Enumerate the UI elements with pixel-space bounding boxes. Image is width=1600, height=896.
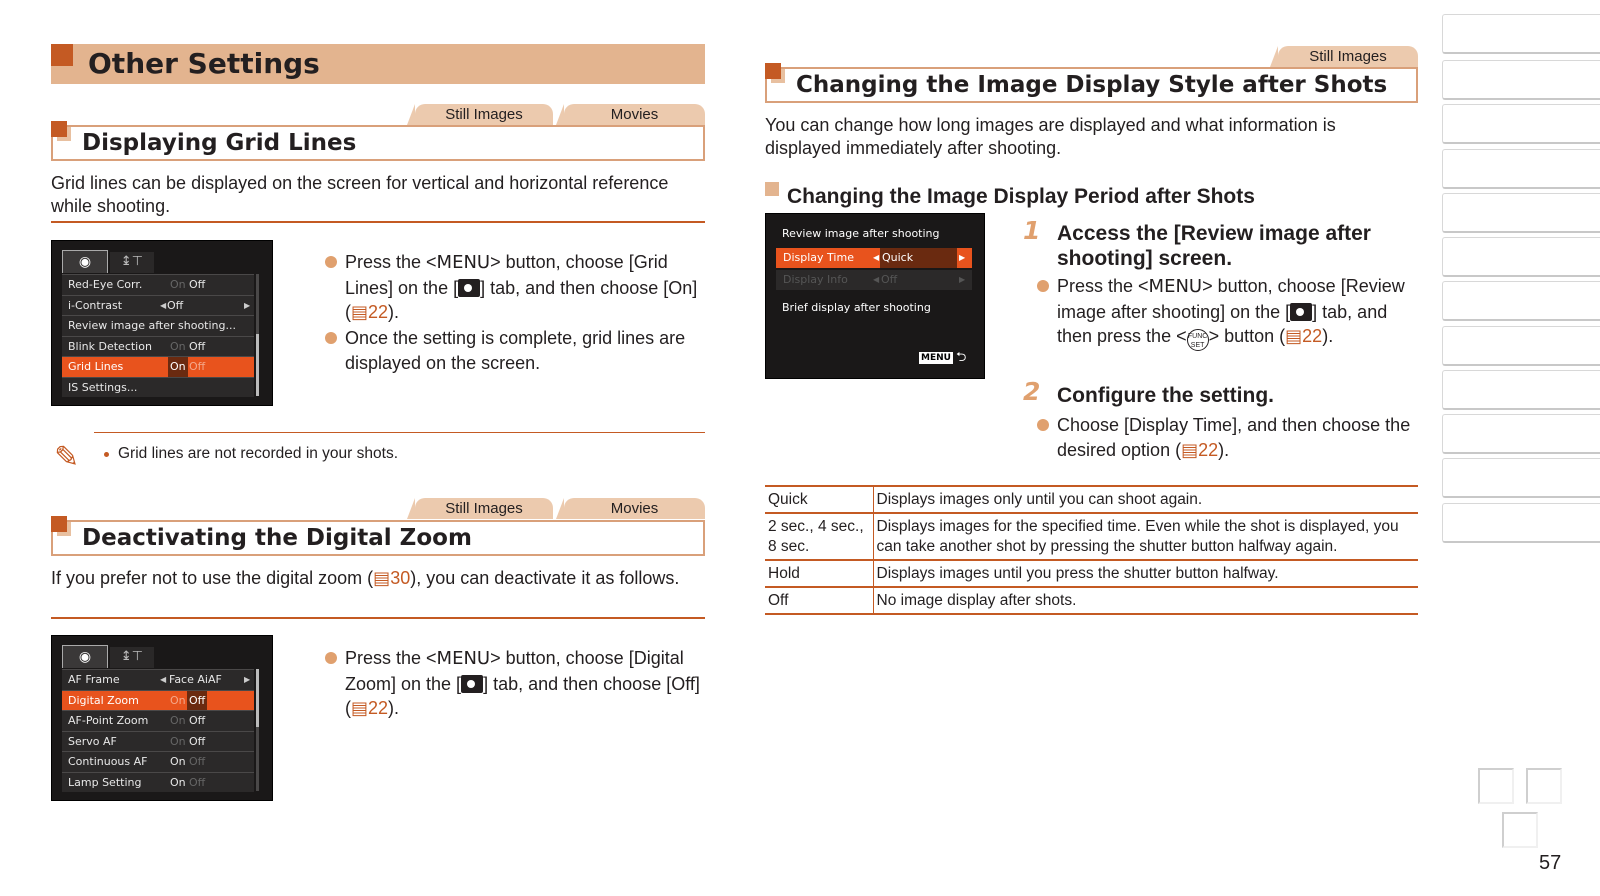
nav-tab[interactable] xyxy=(1442,237,1600,277)
menu-row: AF Frame ◀ Face AiAF ▶ xyxy=(62,669,254,690)
back-button[interactable] xyxy=(1502,812,1538,848)
book-icon: ▤ xyxy=(351,698,369,718)
next-page-button[interactable] xyxy=(1526,768,1562,804)
prev-page-button[interactable] xyxy=(1478,768,1514,804)
step-number-1: 1 xyxy=(1023,216,1041,245)
menu-row: Red-Eye Corr. On Off xyxy=(62,274,254,295)
table-row: Off No image display after shots. xyxy=(765,587,1418,614)
step2-bullet: Choose [Display Time], and then choose the desired option (▤22). xyxy=(1037,413,1422,462)
screen-description: Brief display after shooting xyxy=(782,301,931,314)
nav-tab[interactable] xyxy=(1442,503,1600,543)
book-icon: ▤ xyxy=(351,302,369,322)
menu-row: Review image after shooting... xyxy=(62,315,254,336)
heading-marker xyxy=(765,63,781,79)
nav-tab[interactable] xyxy=(1442,326,1600,366)
func-set-icon: FUNC SET xyxy=(1187,329,1209,351)
tab-still-images: Still Images xyxy=(415,498,553,519)
menu-row: Blink Detection On Off xyxy=(62,336,254,357)
page-number: 57 xyxy=(1539,852,1562,874)
table-row: 2 sec., 4 sec., 8 sec. Displays images for the specified time. Even while the shot is displayed, you can take another shot by pressing the shutter button halfway again. xyxy=(765,513,1418,560)
table-row: Hold Displays images until you press the shutter button halfway. xyxy=(765,560,1418,587)
book-icon: ▤ xyxy=(1285,326,1303,346)
tab-movies: Movies xyxy=(564,498,705,519)
nav-tab[interactable] xyxy=(1442,14,1600,54)
section-heading-display-style xyxy=(765,67,1418,103)
section-title: Deactivating the Digital Zoom xyxy=(82,525,472,551)
zoom-bullet: Press the <MENU> button, choose [Digital Zoom] on the [ ] tab, and then choose [Off] (▤22). xyxy=(325,646,705,721)
menu-button-indicator: MENU xyxy=(921,353,951,363)
scrollbar xyxy=(256,274,259,396)
menu-row-selected: Display Time ◀ Quick ▶ xyxy=(776,248,972,268)
divider xyxy=(51,221,705,223)
menu-row: AF-Point Zoom On Off xyxy=(62,710,254,731)
camera-tab-icon: ◉ xyxy=(62,250,108,273)
section-heading-digital-zoom xyxy=(51,520,705,556)
options-table xyxy=(765,485,1418,615)
step-number-2: 2 xyxy=(1023,377,1041,406)
menu-row: Lamp Setting On Off xyxy=(62,772,254,793)
main-heading xyxy=(51,44,705,84)
nav-tab[interactable] xyxy=(1442,281,1600,321)
menu-row: i-Contrast ◀ Off ▶ xyxy=(62,295,254,316)
display-style-intro: You can change how long images are displayed and what information is displayed immediately after shooting. xyxy=(765,115,1336,158)
note-divider xyxy=(94,432,705,433)
book-icon: ▤ xyxy=(373,568,391,588)
zoom-intro: If you prefer not to use the digital zoom (▤30), you can deactivate it as follows. xyxy=(51,568,680,588)
tab-movies: Movies xyxy=(564,104,705,125)
grid-bullet-2: Once the setting is complete, grid lines are displayed on the screen. xyxy=(325,326,705,375)
tools-tab-icon: ↨⊤ xyxy=(110,252,154,273)
menu-row: Continuous AF On Off xyxy=(62,751,254,772)
pencil-icon: ✎ xyxy=(54,441,80,474)
camera-screen-grid xyxy=(51,240,273,406)
back-arrow-icon: ⮌ xyxy=(956,350,967,365)
menu-row: Servo AF On Off xyxy=(62,731,254,752)
heading-marker xyxy=(51,121,67,137)
nav-tab[interactable] xyxy=(1442,104,1600,144)
book-icon: ▤ xyxy=(1181,439,1199,460)
camera-screen-zoom xyxy=(51,635,273,801)
camera-icon xyxy=(1290,303,1312,321)
section-heading-grid-lines xyxy=(51,125,705,161)
nav-tab[interactable] xyxy=(1442,193,1600,233)
screen-header: Review image after shooting xyxy=(782,227,940,240)
grid-bullet-1: Press the <MENU> button, choose [Grid Lines] on the [ ] tab, and then choose [On] (▤22). xyxy=(325,250,705,325)
tools-tab-icon: ↨⊤ xyxy=(110,647,154,668)
camera-icon xyxy=(461,675,483,693)
menu-row-selected: Grid Lines On Off xyxy=(62,356,254,377)
step1-bullet: Press the <MENU> button, choose [Review image after shooting] on the [ ] tab, and then press the <FUNC SET > button (▤22). xyxy=(1037,274,1422,351)
subheading-marker xyxy=(765,182,779,196)
table-row: Quick Displays images only until you can shoot again. xyxy=(765,486,1418,513)
menu-row: Display Info ◀ Off ▶ xyxy=(776,270,972,290)
camera-tab-icon: ◉ xyxy=(62,645,108,668)
heading-marker xyxy=(51,44,73,66)
step-title-1: Access the [Review image after shooting] screen. xyxy=(1057,222,1371,270)
note-text: Grid lines are not recorded in your shots. xyxy=(118,445,398,462)
tab-still-images: Still Images xyxy=(1278,46,1418,67)
camera-screen-review xyxy=(765,213,985,379)
page-title: Other Settings xyxy=(88,47,320,80)
menu-row-selected: Digital Zoom On Off xyxy=(62,690,254,711)
section-title: Changing the Image Display Style after Shots xyxy=(796,72,1388,98)
scrollbar xyxy=(256,669,259,791)
nav-tab[interactable] xyxy=(1442,60,1600,100)
nav-tab[interactable] xyxy=(1442,414,1600,454)
tab-still-images: Still Images xyxy=(415,104,553,125)
nav-tab[interactable] xyxy=(1442,458,1600,498)
grid-intro: Grid lines can be displayed on the screen for vertical and horizontal reference while shooting. xyxy=(51,173,669,216)
subheading: Changing the Image Display Period after Shots xyxy=(787,185,1255,208)
heading-marker xyxy=(51,516,67,532)
step-title-2: Configure the setting. xyxy=(1057,384,1274,407)
nav-tab[interactable] xyxy=(1442,370,1600,410)
nav-tab[interactable] xyxy=(1442,149,1600,189)
divider xyxy=(51,617,705,619)
menu-row: IS Settings... xyxy=(62,377,254,398)
camera-icon xyxy=(458,279,480,297)
section-title: Displaying Grid Lines xyxy=(82,130,357,156)
